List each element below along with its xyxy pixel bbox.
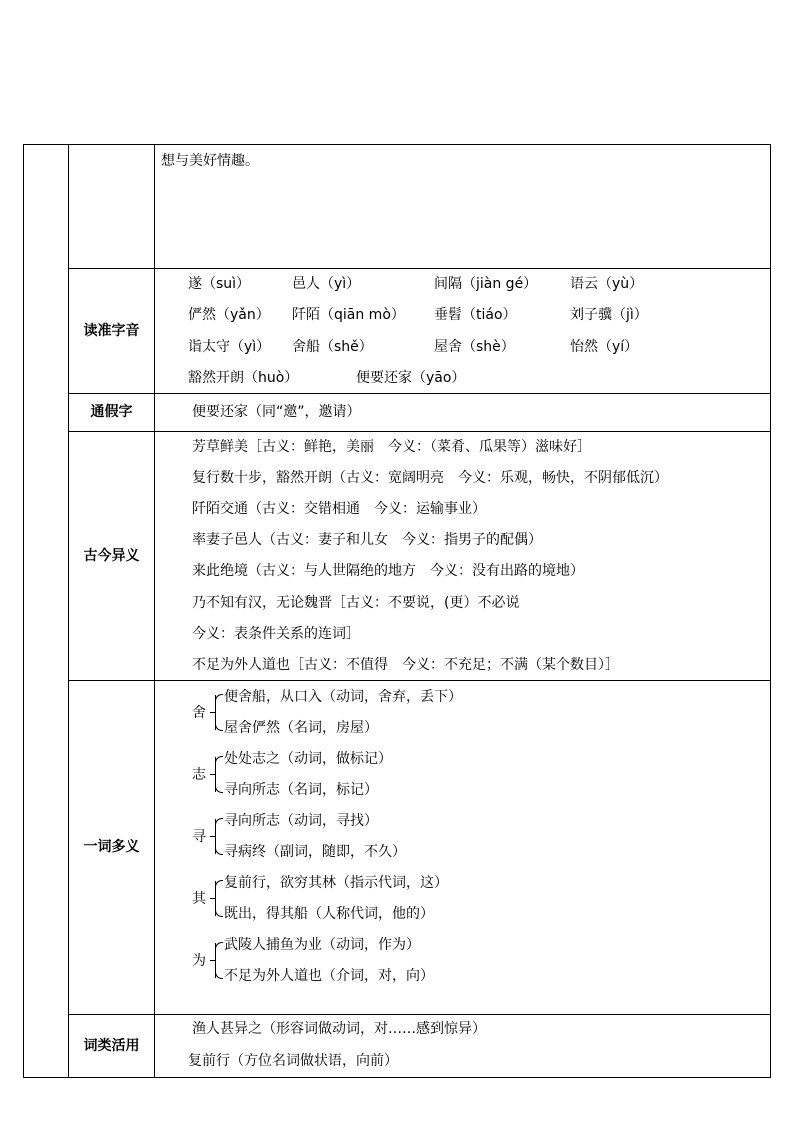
brace-tip: [210, 960, 215, 961]
gujin-line: 阡陌交通（古义：交错相通 今义：运输事业）: [192, 501, 486, 517]
intro-text: 想与美好情趣。: [161, 153, 259, 169]
yici-char: 志: [192, 767, 206, 783]
cilei-line: 复前行（方位名词做状语，向前）: [188, 1053, 398, 1069]
brace-tip: [210, 712, 215, 713]
pron-item: 怡然（yí）: [570, 339, 639, 355]
pron-item: 间隔（jiàn gé）: [434, 276, 538, 292]
gujin-line: 乃不知有汉，无论魏晋［古义：不要说，(更）不必说: [192, 595, 520, 611]
brace-icon: [215, 819, 224, 854]
gujin-label: 古今异义: [83, 548, 140, 564]
brace-icon: [215, 943, 224, 978]
yici-sense-b: 寻病终（副词，随即，不久）: [224, 844, 406, 860]
row-divider-4: [68, 680, 771, 681]
cilei-label: 词类活用: [83, 1038, 140, 1054]
yici-char: 寻: [192, 829, 206, 845]
pron-item: 俨然（yǎn）: [188, 307, 270, 323]
gujin-line: 今义：表条件关系的连词］: [192, 626, 360, 642]
yici-char: 舍: [192, 705, 206, 721]
pron-item: 便要还家（yāo）: [356, 370, 466, 386]
gujin-line: 芳草鲜美［古义：鲜艳，美丽 今义：（菜肴、瓜果等）滋味好］: [192, 439, 591, 455]
brace-tip: [210, 898, 215, 899]
gujin-line: 来此绝境（古义：与人世隔绝的地方 今义：没有出路的境地）: [192, 563, 584, 579]
brace-icon: [215, 881, 224, 916]
yici-label: 一词多义: [83, 839, 140, 855]
tongjia-label: 通假字: [90, 404, 133, 420]
row-divider-5: [68, 1014, 771, 1015]
pron-item: 舍船（shě）: [292, 339, 373, 355]
tongjia-text: 便要还家（同“邀”，邀请）: [192, 404, 361, 420]
yici-sense-a: 便舍船，从口入（动词，舍弃，丢下）: [224, 689, 462, 705]
yici-sense-a: 复前行，欲穷其林（指示代词，这）: [224, 875, 448, 891]
yici-sense-a: 武陵人捕鱼为业（动词，作为）: [224, 937, 420, 953]
yici-sense-b: 寻向所志（名词，标记）: [224, 782, 378, 798]
brace-tip: [210, 836, 215, 837]
yici-sense-a: 寻向所志（动词，寻找）: [224, 813, 378, 829]
row-divider-2: [68, 393, 771, 394]
pron-item: 邑人（yì）: [292, 276, 361, 292]
pron-item: 诣太守（yì）: [188, 339, 271, 355]
yici-sense-b: 屋舍俨然（名词，房屋）: [224, 720, 378, 736]
pron-item: 阡陌（qiān mò）: [292, 307, 405, 323]
yici-char: 为: [192, 953, 206, 969]
yici-sense-b: 不足为外人道也（介词，对，向）: [224, 968, 434, 984]
gujin-line: 复行数十步，豁然开朗（古义：宽阔明亮 今义：乐观，畅快，不阴郁低沉）: [192, 470, 668, 486]
yici-sense-b: 既出，得其船（人称代词，他的）: [224, 906, 434, 922]
pron-item: 垂髫（tiáo）: [434, 307, 517, 323]
pron-item: 刘子骥（jì）: [570, 307, 648, 323]
brace-icon: [215, 695, 224, 730]
pron-item: 豁然开朗（huò）: [188, 370, 299, 386]
yici-sense-a: 处处志之（动词，做标记）: [224, 751, 392, 767]
cilei-line: 渔人甚异之（形容词做动词，对……感到惊异）: [192, 1021, 486, 1037]
gujin-line: 率妻子邑人（古义：妻子和儿女 今义：指男子的配偶）: [192, 532, 542, 548]
row-divider-3: [68, 431, 771, 432]
row-divider-1: [68, 268, 771, 269]
pron-item: 遂（suì）: [188, 276, 251, 292]
col-divider-2: [154, 144, 155, 1078]
pron-item: 屋舍（shè）: [434, 339, 515, 355]
pronunciation-label: 读准字音: [83, 323, 140, 339]
yici-char: 其: [192, 891, 206, 907]
col-divider-1: [68, 144, 69, 1078]
brace-tip: [210, 774, 215, 775]
gujin-line: 不足为外人道也［古义：不值得 今义：不充足；不满（某个数目）］: [192, 657, 619, 673]
brace-icon: [215, 757, 224, 792]
pron-item: 语云（yù）: [570, 276, 644, 292]
